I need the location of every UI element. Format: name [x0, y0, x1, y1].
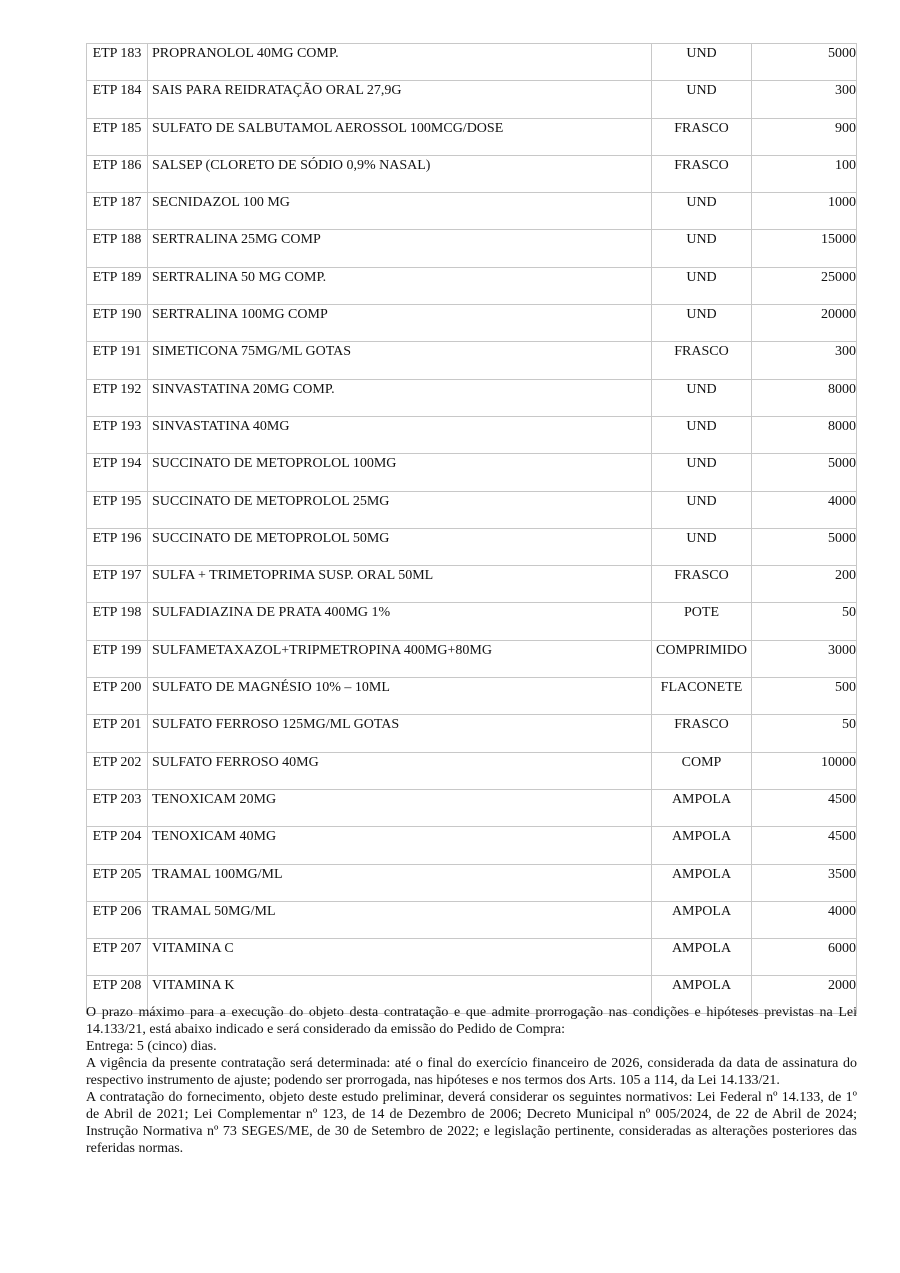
item-code: ETP 203 — [87, 789, 148, 826]
item-unit: AMPOLA — [652, 864, 752, 901]
item-description: SULFATO DE MAGNÉSIO 10% – 10ML — [148, 678, 652, 715]
item-unit: FRASCO — [652, 566, 752, 603]
item-quantity: 200 — [752, 566, 857, 603]
item-code: ETP 184 — [87, 81, 148, 118]
item-description: SUCCINATO DE METOPROLOL 100MG — [148, 454, 652, 491]
item-description: TENOXICAM 40MG — [148, 827, 652, 864]
table-row — [87, 416, 857, 453]
item-description: SINVASTATINA 40MG — [148, 416, 652, 453]
item-code: ETP 187 — [87, 193, 148, 230]
item-unit: AMPOLA — [652, 789, 752, 826]
item-code: ETP 201 — [87, 715, 148, 752]
item-description: SULFA + TRIMETOPRIMA SUSP. ORAL 50ML — [148, 566, 652, 603]
item-unit: UND — [652, 305, 752, 342]
item-unit: UND — [652, 44, 752, 81]
item-code: ETP 192 — [87, 379, 148, 416]
item-code: ETP 195 — [87, 491, 148, 528]
item-description: TRAMAL 100MG/ML — [148, 864, 652, 901]
table-row — [87, 267, 857, 304]
item-unit: COMP — [652, 752, 752, 789]
table-row — [87, 528, 857, 565]
item-unit: UND — [652, 491, 752, 528]
paragraph-normativos: A contratação do fornecimento, objeto deste estudo preliminar, deverá considerar os seguintes normativos: Lei Federal nº 14.133, de 1º de Abril de 2021; Lei Complementar nº 123, de 14 de Dezembro de 2006; Decreto Municipal nº 005/2024, de 22 de Abril de 2024; Instrução Normativa nº 73 SEGES/ME, de 30 de Setembro de 2022; e legislação pertinente, consideradas as alterações posteriores das referidas normas. — [86, 1090, 857, 1156]
item-description: SAIS PARA REIDRATAÇÃO ORAL 27,9G — [148, 81, 652, 118]
item-unit: FRASCO — [652, 118, 752, 155]
table-row — [87, 789, 857, 826]
item-quantity: 1000 — [752, 193, 857, 230]
item-unit: FRASCO — [652, 155, 752, 192]
paragraph-vigencia: A vigência da presente contratação será determinada: até o final do exercício financeiro de 2026, considerada da data de assinatura do respectivo instrumento de ajuste; podendo ser prorrogada, nas hipóteses e nos termos dos Arts. 105 a 114, da Lei 14.133/21. — [86, 1056, 857, 1088]
item-description: VITAMINA C — [148, 939, 652, 976]
item-unit: FRASCO — [652, 715, 752, 752]
item-quantity: 50 — [752, 715, 857, 752]
item-unit: UND — [652, 267, 752, 304]
item-code: ETP 199 — [87, 640, 148, 677]
item-description: SULFATO FERROSO 125MG/ML GOTAS — [148, 715, 652, 752]
item-code: ETP 196 — [87, 528, 148, 565]
table-row — [87, 901, 857, 938]
table-row — [87, 566, 857, 603]
item-unit: UND — [652, 81, 752, 118]
item-quantity: 300 — [752, 81, 857, 118]
item-unit: AMPOLA — [652, 939, 752, 976]
table-row — [87, 939, 857, 976]
table-row — [87, 752, 857, 789]
item-quantity: 10000 — [752, 752, 857, 789]
table-row — [87, 81, 857, 118]
item-unit: POTE — [652, 603, 752, 640]
paragraph-prazo: O prazo máximo para a execução do objeto desta contratação e que admite prorrogação nas condições e hipóteses previstas na Lei 14.133/21, está abaixo indicado e será considerado da emissão do Pedido de Compra: — [86, 1005, 857, 1037]
item-quantity: 500 — [752, 678, 857, 715]
item-description: TENOXICAM 20MG — [148, 789, 652, 826]
item-description: VITAMINA K — [148, 976, 652, 1013]
table-row — [87, 827, 857, 864]
item-code: ETP 191 — [87, 342, 148, 379]
item-unit: FLACONETE — [652, 678, 752, 715]
items-table — [86, 43, 857, 1014]
item-code: ETP 183 — [87, 44, 148, 81]
item-description: SERTRALINA 100MG COMP — [148, 305, 652, 342]
item-code: ETP 198 — [87, 603, 148, 640]
item-unit: COMPRIMIDO — [652, 640, 752, 677]
table-row — [87, 603, 857, 640]
table-row — [87, 155, 857, 192]
table-row — [87, 44, 857, 81]
item-description: SUCCINATO DE METOPROLOL 50MG — [148, 528, 652, 565]
item-quantity: 15000 — [752, 230, 857, 267]
item-quantity: 300 — [752, 342, 857, 379]
item-code: ETP 194 — [87, 454, 148, 491]
item-description: SERTRALINA 50 MG COMP. — [148, 267, 652, 304]
item-code: ETP 204 — [87, 827, 148, 864]
item-quantity: 3000 — [752, 640, 857, 677]
item-unit: UND — [652, 416, 752, 453]
item-code: ETP 188 — [87, 230, 148, 267]
item-quantity: 20000 — [752, 305, 857, 342]
body-text — [86, 1004, 857, 1157]
item-quantity: 900 — [752, 118, 857, 155]
item-quantity: 6000 — [752, 939, 857, 976]
table-row — [87, 715, 857, 752]
item-quantity: 5000 — [752, 528, 857, 565]
item-quantity: 3500 — [752, 864, 857, 901]
item-quantity: 25000 — [752, 267, 857, 304]
item-unit: UND — [652, 379, 752, 416]
item-unit: FRASCO — [652, 342, 752, 379]
table-row — [87, 678, 857, 715]
item-quantity: 4500 — [752, 789, 857, 826]
item-description: SIMETICONA 75MG/ML GOTAS — [148, 342, 652, 379]
item-description: SULFADIAZINA DE PRATA 400MG 1% — [148, 603, 652, 640]
item-description: SERTRALINA 25MG COMP — [148, 230, 652, 267]
item-quantity: 8000 — [752, 379, 857, 416]
table-row — [87, 342, 857, 379]
item-unit: UND — [652, 454, 752, 491]
item-unit: AMPOLA — [652, 827, 752, 864]
item-quantity: 5000 — [752, 454, 857, 491]
item-description: SULFATO DE SALBUTAMOL AEROSSOL 100MCG/DOSE — [148, 118, 652, 155]
table-row — [87, 118, 857, 155]
item-code: ETP 186 — [87, 155, 148, 192]
item-code: ETP 202 — [87, 752, 148, 789]
item-description: SECNIDAZOL 100 MG — [148, 193, 652, 230]
item-quantity: 4000 — [752, 901, 857, 938]
table-row — [87, 230, 857, 267]
item-code: ETP 189 — [87, 267, 148, 304]
table-row — [87, 305, 857, 342]
item-description: SINVASTATINA 20MG COMP. — [148, 379, 652, 416]
item-description: SULFATO FERROSO 40MG — [148, 752, 652, 789]
table-row — [87, 491, 857, 528]
table-row — [87, 640, 857, 677]
item-code: ETP 200 — [87, 678, 148, 715]
item-code: ETP 193 — [87, 416, 148, 453]
item-code: ETP 205 — [87, 864, 148, 901]
item-code: ETP 206 — [87, 901, 148, 938]
item-quantity: 4500 — [752, 827, 857, 864]
item-unit: AMPOLA — [652, 976, 752, 1013]
item-unit: AMPOLA — [652, 901, 752, 938]
item-description: SUCCINATO DE METOPROLOL 25MG — [148, 491, 652, 528]
item-quantity: 5000 — [752, 44, 857, 81]
item-quantity: 2000 — [752, 976, 857, 1013]
item-code: ETP 208 — [87, 976, 148, 1013]
item-quantity: 100 — [752, 155, 857, 192]
item-code: ETP 197 — [87, 566, 148, 603]
table-row — [87, 864, 857, 901]
item-quantity: 4000 — [752, 491, 857, 528]
item-description: SALSEP (CLORETO DE SÓDIO 0,9% NASAL) — [148, 155, 652, 192]
table-row — [87, 454, 857, 491]
item-quantity: 50 — [752, 603, 857, 640]
table-row — [87, 193, 857, 230]
item-unit: UND — [652, 193, 752, 230]
item-unit: UND — [652, 528, 752, 565]
item-description: TRAMAL 50MG/ML — [148, 901, 652, 938]
item-code: ETP 185 — [87, 118, 148, 155]
paragraph-entrega: Entrega: 5 (cinco) dias. — [86, 1039, 217, 1054]
item-code: ETP 207 — [87, 939, 148, 976]
item-quantity: 8000 — [752, 416, 857, 453]
item-code: ETP 190 — [87, 305, 148, 342]
item-unit: UND — [652, 230, 752, 267]
table-row — [87, 379, 857, 416]
item-description: SULFAMETAXAZOL+TRIPMETROPINA 400MG+80MG — [148, 640, 652, 677]
item-description: PROPRANOLOL 40MG COMP. — [148, 44, 652, 81]
